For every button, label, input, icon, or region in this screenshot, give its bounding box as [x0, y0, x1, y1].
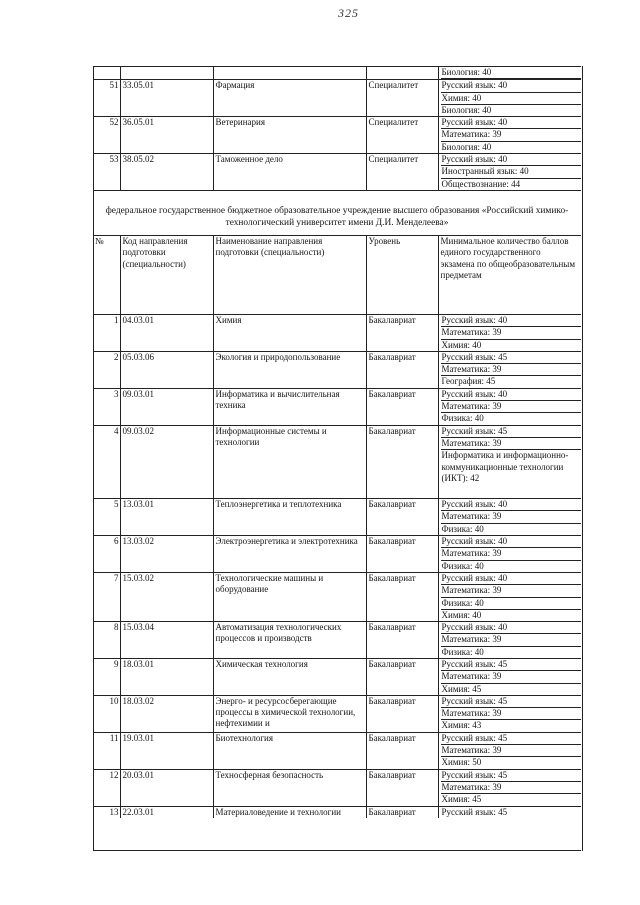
table-row [93, 499, 581, 536]
exam-subject-score: Физика: 40 [441, 598, 582, 610]
exam-subject-score: Математика: 39 [441, 745, 582, 757]
exam-subject-score: Биология: 40 [441, 67, 582, 79]
exam-subject-score: Иностранный язык: 40 [441, 166, 582, 178]
table-row [93, 351, 581, 388]
exam-subject-score: Русский язык: 40 [441, 389, 582, 401]
exam-subject-score: Русский язык: 40 [441, 80, 582, 92]
direction-name: Техносферная безопасность [213, 769, 366, 806]
education-level: Бакалавриат [366, 806, 438, 818]
exam-requirements [438, 499, 581, 536]
direction-name: Технологические машины и оборудование [213, 572, 366, 621]
direction-name: Информатика и вычислительная техника [213, 388, 366, 425]
exam-subject-score: Русский язык: 40 [441, 573, 582, 585]
exam-subject-score: Русский язык: 45 [441, 806, 508, 817]
exam-subject-score: Математика: 39 [441, 438, 582, 450]
direction-name: Фармация [213, 80, 366, 117]
header-name: Наименование направления подготовки (специальности) [213, 235, 366, 314]
direction-code: 22.03.01 [120, 806, 213, 818]
row-number: 9 [93, 658, 120, 695]
organization-name: федеральное государственное бюджетное образовательное учреждение высшего образования «Российский химико-технологический университет имени Д.И. Менделеева» [93, 190, 581, 235]
direction-code: 13.03.01 [120, 499, 213, 536]
table-row [93, 536, 581, 573]
direction-name: Ветеринария [213, 117, 366, 154]
direction-code: 18.03.02 [120, 695, 213, 732]
row-number: 53 [93, 154, 120, 191]
row-number: 4 [93, 425, 120, 498]
exam-subject-score: Русский язык: 40 [441, 117, 582, 129]
header-code: Код направления подготовки (специальности) [120, 235, 213, 314]
education-level: Специалитет [366, 117, 438, 154]
table-row [93, 658, 581, 695]
exam-subject-score: Русский язык: 40 [441, 499, 582, 511]
exam-subject-score: Биология: 40 [441, 141, 492, 152]
direction-code: 15.03.02 [120, 572, 213, 621]
exam-requirements [438, 572, 581, 621]
education-level: Бакалавриат [366, 695, 438, 732]
exam-requirements [438, 351, 581, 388]
education-level [366, 67, 438, 80]
exam-requirements [438, 314, 581, 351]
direction-code: 04.03.01 [120, 314, 213, 351]
direction-name: Автоматизация технологических процессов и производств [213, 622, 366, 659]
exam-subject-score: Химия: 43 [441, 720, 482, 731]
exam-subject-score: Математика: 39 [441, 708, 582, 720]
header-number: № [93, 235, 120, 314]
table-row [93, 314, 581, 351]
table-row [93, 769, 581, 806]
direction-name: Энерго- и ресурсосберегающие процессы в химической технологии, нефтехимии и [213, 695, 366, 732]
table-row [93, 154, 581, 191]
exam-requirements [438, 425, 581, 498]
direction-name: Материаловедение и технологии [213, 806, 366, 818]
exam-subject-score: Математика: 39 [441, 401, 582, 413]
table-bottom-border [93, 850, 581, 851]
exam-subject-score: География: 45 [441, 376, 496, 387]
exam-subject-score: Русский язык: 45 [441, 426, 582, 438]
direction-name: Химия [213, 314, 366, 351]
education-level: Бакалавриат [366, 388, 438, 425]
exam-subject-score: Математика: 39 [441, 671, 582, 683]
exam-requirements [438, 388, 581, 425]
header-requirements: Минимальное количество баллов единого государственного экзамена по общеобразовательным предметам [438, 235, 581, 314]
table-row [93, 622, 581, 659]
exam-requirements [438, 769, 581, 806]
exam-requirements [438, 658, 581, 695]
organization-row [93, 190, 581, 235]
table-row [93, 695, 581, 732]
education-level: Бакалавриат [366, 314, 438, 351]
direction-code: 18.03.01 [120, 658, 213, 695]
exam-subject-score: Русский язык: 40 [441, 315, 582, 327]
row-number: 10 [93, 695, 120, 732]
table-row [93, 572, 581, 621]
exam-requirements [438, 732, 581, 769]
exam-subject-score: Химия: 45 [441, 794, 482, 805]
row-number: 3 [93, 388, 120, 425]
exam-subject-score: Физика: 40 [441, 560, 484, 571]
exam-subject-score: Русский язык: 45 [441, 733, 582, 745]
exam-subject-score: Русский язык: 40 [441, 622, 582, 634]
direction-name [213, 67, 366, 80]
education-level: Бакалавриат [366, 658, 438, 695]
exam-subject-score: Обществознание: 44 [441, 178, 521, 189]
exam-subject-score: Русский язык: 40 [441, 536, 582, 548]
row-number: 2 [93, 351, 120, 388]
table-row [93, 732, 581, 769]
row-number: 1 [93, 314, 120, 351]
exam-subject-score: Физика: 40 [441, 646, 484, 657]
direction-name: Теплоэнергетика и теплотехника [213, 499, 366, 536]
exam-subject-score: Химия: 45 [441, 683, 482, 694]
row-number: 52 [93, 117, 120, 154]
exam-subject-score: Русский язык: 45 [441, 352, 582, 364]
exam-subject-score: Химия: 40 [441, 93, 582, 105]
exam-subject-score: Математика: 39 [441, 511, 582, 523]
education-level: Бакалавриат [366, 572, 438, 621]
direction-name: Биотехнология [213, 732, 366, 769]
header-level: Уровень [366, 235, 438, 314]
row-number: 11 [93, 732, 120, 769]
exam-subject-score: Математика: 39 [441, 327, 582, 339]
university-rows [93, 314, 581, 817]
direction-code: 33.05.01 [120, 80, 213, 117]
table-row [93, 806, 581, 818]
direction-code: 13.03.02 [120, 536, 213, 573]
exam-subject-score: Химия: 50 [441, 757, 482, 768]
exam-subject-score: Математика: 39 [441, 364, 582, 376]
table-row [93, 80, 581, 117]
exam-requirements [438, 67, 581, 80]
organization-section [93, 190, 581, 314]
education-level: Бакалавриат [366, 769, 438, 806]
column-header-row [93, 235, 581, 314]
row-number: 12 [93, 769, 120, 806]
exam-subject-score: Русский язык: 45 [441, 659, 582, 671]
previous-university-rows [93, 67, 581, 191]
exam-subject-score: Русский язык: 45 [441, 770, 582, 782]
row-number: 7 [93, 572, 120, 621]
exam-requirements [438, 695, 581, 732]
exam-subject-score: Биология: 40 [441, 104, 492, 115]
exam-subject-score: Математика: 39 [441, 634, 582, 646]
education-level: Бакалавриат [366, 351, 438, 388]
education-level: Бакалавриат [366, 425, 438, 498]
exam-subject-score: Математика: 39 [441, 129, 582, 141]
direction-code: 20.03.01 [120, 769, 213, 806]
direction-name: Химическая технология [213, 658, 366, 695]
exam-requirements [438, 117, 581, 154]
education-level: Бакалавриат [366, 732, 438, 769]
table-row [93, 67, 581, 80]
admission-table [93, 66, 581, 818]
education-level: Бакалавриат [366, 622, 438, 659]
row-number: 51 [93, 80, 120, 117]
table-row [93, 388, 581, 425]
exam-subject-score: Русский язык: 45 [441, 696, 582, 708]
exam-subject-score: Физика: 40 [441, 413, 484, 424]
exam-subject-score: Информатика и информационно-коммуникационные технологии (ИКТ): 42 [441, 450, 569, 483]
direction-name: Таможенное дело [213, 154, 366, 191]
table-row [93, 425, 581, 498]
row-number: 5 [93, 499, 120, 536]
row-number: 6 [93, 536, 120, 573]
direction-name: Информационные системы и технологии [213, 425, 366, 498]
education-level: Специалитет [366, 80, 438, 117]
table-row [93, 117, 581, 154]
exam-subject-score: Математика: 39 [441, 782, 582, 794]
direction-code: 19.03.01 [120, 732, 213, 769]
row-number: 13 [93, 806, 120, 818]
row-number [93, 67, 120, 80]
exam-subject-score: Химия: 40 [441, 339, 482, 350]
row-number: 8 [93, 622, 120, 659]
education-level: Бакалавриат [366, 499, 438, 536]
education-level: Специалитет [366, 154, 438, 191]
exam-requirements [438, 806, 581, 818]
exam-requirements [438, 154, 581, 191]
direction-code: 09.03.01 [120, 388, 213, 425]
exam-subject-score: Химия: 40 [441, 609, 482, 620]
direction-code: 05.03.06 [120, 351, 213, 388]
exam-subject-score: Математика: 39 [441, 585, 582, 597]
page-number: 325 [338, 6, 359, 20]
exam-requirements [438, 536, 581, 573]
direction-code: 15.03.04 [120, 622, 213, 659]
exam-requirements [438, 622, 581, 659]
exam-requirements [438, 80, 581, 117]
exam-subject-score: Русский язык: 40 [441, 154, 582, 166]
direction-name: Экология и природопользование [213, 351, 366, 388]
education-level: Бакалавриат [366, 536, 438, 573]
exam-subject-score: Математика: 39 [441, 548, 582, 560]
direction-name: Электроэнергетика и электротехника [213, 536, 366, 573]
direction-code: 36.05.01 [120, 117, 213, 154]
direction-code: 38.05.02 [120, 154, 213, 191]
direction-code [120, 67, 213, 80]
exam-subject-score: Физика: 40 [441, 523, 484, 534]
direction-code: 09.03.02 [120, 425, 213, 498]
